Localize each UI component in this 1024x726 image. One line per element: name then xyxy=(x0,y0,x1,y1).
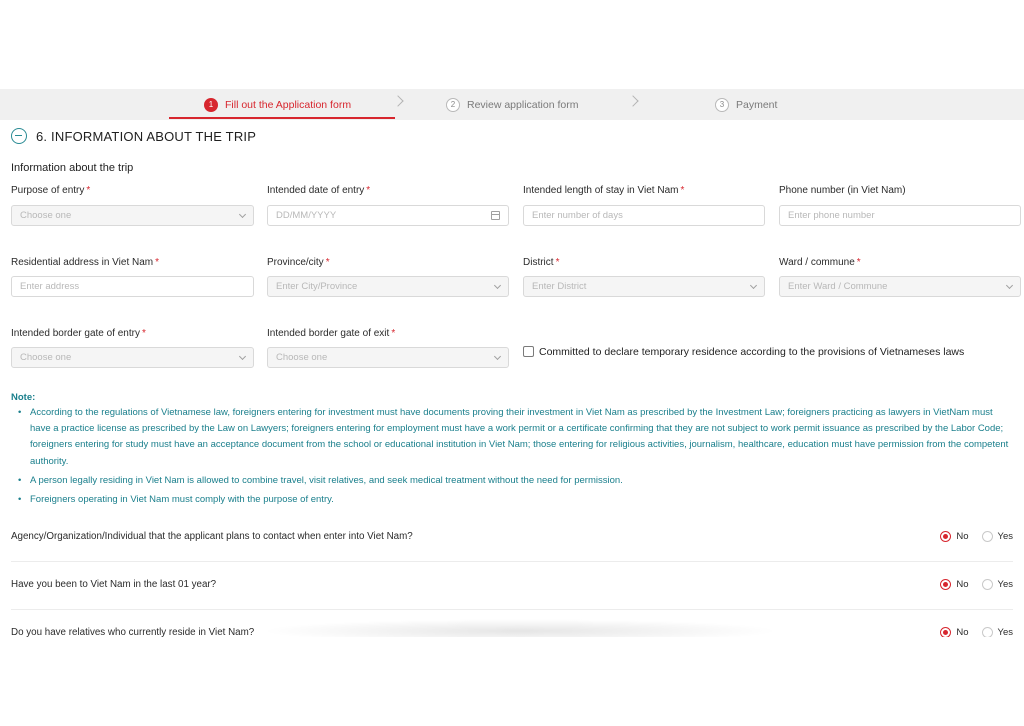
note-item: • Foreigners operating in Viet Nam must comply with the purpose of entry. xyxy=(18,492,1014,508)
province-select[interactable]: Enter City/Province xyxy=(267,276,509,297)
radio-no[interactable] xyxy=(940,627,951,637)
radio-yes[interactable] xyxy=(982,531,993,542)
ward-label: Ward / commune * xyxy=(779,257,861,268)
commitment-label[interactable]: Committed to declare temporary residence according to the provisions of Vietnameses laws xyxy=(539,346,965,358)
chevron-right-icon xyxy=(392,95,403,106)
length-stay-label: Intended length of stay in Viet Nam * xyxy=(523,185,685,196)
radio-no[interactable] xyxy=(940,579,951,590)
step-label: Payment xyxy=(736,98,778,111)
question-visited-last-year xyxy=(11,562,1013,610)
chevron-right-icon xyxy=(627,95,638,106)
length-stay-input[interactable]: Enter number of days xyxy=(523,205,765,226)
purpose-label: Purpose of entry * xyxy=(11,185,91,196)
entry-date-input[interactable]: DD/MM/YYYY xyxy=(267,205,509,226)
province-label: Province/city * xyxy=(267,257,330,268)
phone-label: Phone number (in Viet Nam) xyxy=(779,185,906,196)
section-header[interactable] xyxy=(11,128,256,144)
address-input[interactable]: Enter address xyxy=(11,276,254,297)
application-form-viewport xyxy=(0,89,1024,637)
ward-select[interactable]: Enter Ward / Commune xyxy=(779,276,1021,297)
chevron-down-icon xyxy=(750,282,757,289)
radio-no[interactable] xyxy=(940,531,951,542)
question-text: Do you have relatives who currently reside in Viet Nam? xyxy=(11,627,255,637)
step-number: 2 xyxy=(446,98,460,112)
chevron-down-icon xyxy=(1006,282,1013,289)
note-item: • According to the regulations of Vietnamese law, foreigners entering for investment must have documents proving their investment in Viet Nam as prescribed by the Investment Law; foreigners practicing as lawyers in VietNam must have a practice license as prescribed by the Law on Lawyers; foreigners entering for employment must have a work permit or a certificate confirming that they are not subject to work permit issuance as prescribed by the Labor Code; foreigners entering for study must have an acceptance document from the school or educational institution in Viet Nam; those entering for religious activities, journalism, healthcare, education must have permission from the competent authority. xyxy=(18,405,1014,470)
note-list xyxy=(18,405,1014,511)
gate-exit-label: Intended border gate of exit * xyxy=(267,328,396,339)
step-label: Review application form xyxy=(467,98,579,111)
chevron-down-icon xyxy=(239,211,246,218)
chevron-down-icon xyxy=(239,353,246,360)
gate-entry-label: Intended border gate of entry * xyxy=(11,328,146,339)
section-title: 6. INFORMATION ABOUT THE TRIP xyxy=(36,128,257,144)
collapse-minus-icon[interactable] xyxy=(11,128,27,144)
gate-entry-select[interactable]: Choose one xyxy=(11,347,254,368)
question-contact-agency xyxy=(11,514,1013,562)
district-label: District * xyxy=(523,257,560,268)
phone-input[interactable]: Enter phone number xyxy=(779,205,1021,226)
subheading: Information about the trip xyxy=(11,162,134,174)
address-label: Residential address in Viet Nam * xyxy=(11,257,160,268)
calendar-icon[interactable] xyxy=(491,211,500,220)
note-title: Note: xyxy=(11,392,36,403)
radio-group: No Yes xyxy=(940,627,1013,637)
step-number: 3 xyxy=(715,98,729,112)
radio-group: No Yes xyxy=(940,531,1013,542)
commitment-checkbox[interactable] xyxy=(523,346,534,357)
stepper xyxy=(0,89,1024,120)
question-text: Agency/Organization/Individual that the applicant plans to contact when enter into Viet Nam? xyxy=(11,531,413,542)
step-fill-form[interactable] xyxy=(204,89,351,120)
step-payment[interactable] xyxy=(715,89,777,120)
note-item: • A person legally residing in Viet Nam is allowed to combine travel, visit relatives, and seek medical treatment without the need for permission. xyxy=(18,473,1014,489)
radio-group: No Yes xyxy=(940,579,1013,590)
gate-exit-select[interactable]: Choose one xyxy=(267,347,509,368)
chevron-down-icon xyxy=(494,353,501,360)
scroll-shadow xyxy=(260,619,780,637)
radio-yes[interactable] xyxy=(982,627,993,637)
radio-yes[interactable] xyxy=(982,579,993,590)
step-review[interactable] xyxy=(446,89,578,120)
step-number: 1 xyxy=(204,98,218,112)
active-step-underline xyxy=(169,117,395,119)
entry-date-label: Intended date of entry * xyxy=(267,185,371,196)
purpose-select[interactable]: Choose one xyxy=(11,205,254,226)
step-label: Fill out the Application form xyxy=(225,98,352,111)
chevron-down-icon xyxy=(494,282,501,289)
district-select[interactable]: Enter District xyxy=(523,276,765,297)
question-text: Have you been to Viet Nam in the last 01 year? xyxy=(11,579,217,590)
